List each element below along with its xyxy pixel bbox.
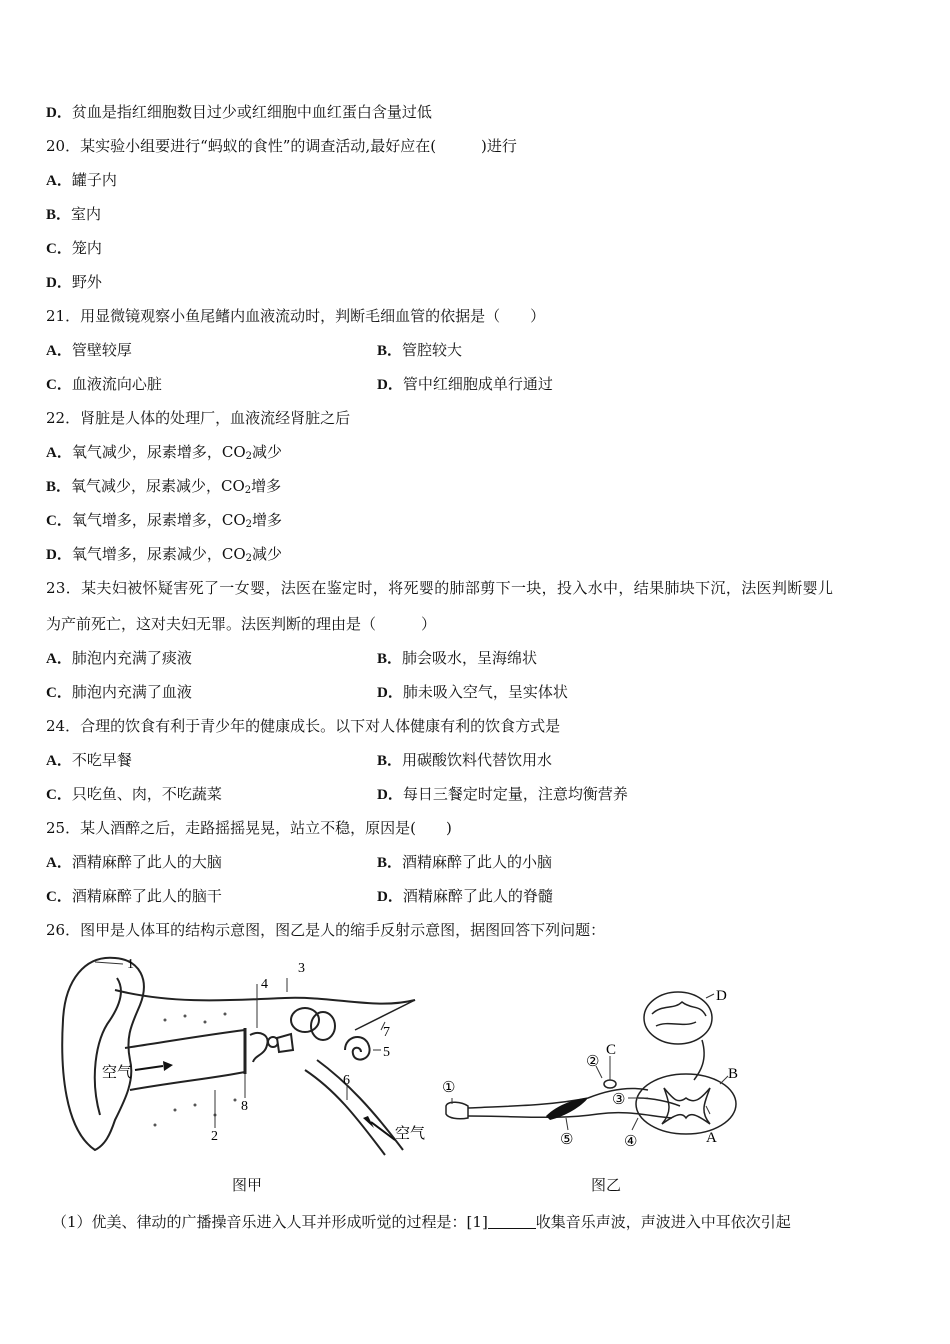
finger <box>446 1102 468 1119</box>
q24-option-a <box>46 750 132 771</box>
option-label: C． <box>46 513 72 529</box>
air-label-tube: 空气 <box>395 1126 425 1142</box>
option-text: 管腔较大 <box>402 341 463 359</box>
option-text: 氧气减少，尿素减少，CO <box>71 477 245 495</box>
option-text: 管壁较厚 <box>71 341 132 359</box>
semicircular-canal-2 <box>311 1012 335 1040</box>
option-label: B． <box>46 479 72 495</box>
ossicles <box>250 1033 268 1062</box>
option-text: 氧气减少，尿素增多，CO <box>71 443 246 461</box>
option-label: C． <box>46 889 72 905</box>
ear-label-3: 3 <box>298 961 305 976</box>
option-text: 氧气增多，尿素增多，CO <box>71 511 246 529</box>
brain-folds <box>652 1002 706 1026</box>
option-text: 不吃早餐 <box>71 751 132 769</box>
option-text: 血液流向心脏 <box>71 375 162 393</box>
q22-option-b <box>46 476 281 501</box>
option-label: D． <box>46 547 72 563</box>
q25-option-b <box>377 852 552 873</box>
option-text: 肺泡内充满了痰液 <box>71 649 192 667</box>
option-text: 酒精麻醉了此人的小脑 <box>402 853 553 871</box>
stapes <box>277 1034 293 1052</box>
ear-label-5: 5 <box>383 1045 390 1060</box>
q22-option-c <box>46 510 282 535</box>
skull-top <box>115 990 415 1004</box>
option-label: D． <box>377 377 403 393</box>
option-text: 贫血是指红细胞数目过少或红细胞中血红蛋白含量过低 <box>71 103 432 121</box>
q25-option-c <box>46 886 222 907</box>
option-tail: 减少 <box>252 545 283 563</box>
q24-stem: 24．合理的饮食有利于青少年的健康成长。以下对人体健康有利的饮食方式是 <box>46 717 561 735</box>
option-label: B． <box>46 207 72 223</box>
option-label: A． <box>46 651 72 667</box>
q25-option-d <box>377 886 553 907</box>
subscript: 2 <box>245 519 252 530</box>
q26-sub1 <box>52 1212 791 1232</box>
q23-option-b <box>377 648 537 669</box>
q21-option-c <box>46 374 162 395</box>
q19-option-d <box>46 102 432 123</box>
grey-matter <box>662 1088 710 1124</box>
figure-jia-caption: 图甲 <box>232 1176 263 1194</box>
q20-option-b <box>46 204 101 225</box>
option-text: 用碳酸饮料代替饮用水 <box>402 751 553 769</box>
reflex-label-b: B <box>728 1066 739 1082</box>
ear-label-8: 8 <box>241 1099 248 1114</box>
option-label: B． <box>377 343 403 359</box>
option-text: 酒精麻醉了此人的脑干 <box>71 887 222 905</box>
q23-option-a <box>46 648 192 669</box>
ear-structure-diagram <box>55 950 425 1175</box>
air-arrow-in <box>135 1066 163 1070</box>
option-text: 笼内 <box>71 239 102 257</box>
q24-option-c <box>46 784 222 805</box>
option-label: C． <box>46 377 72 393</box>
option-text: 管中红细胞成单行通过 <box>402 375 553 393</box>
option-label: A． <box>46 445 72 461</box>
option-label: B． <box>377 651 403 667</box>
ear-label-2: 2 <box>211 1129 218 1144</box>
ear-label-6: 6 <box>343 1073 350 1088</box>
ear-label-4: 4 <box>261 977 268 992</box>
pinna <box>62 958 144 1150</box>
ear-label-7: 7 <box>383 1025 390 1040</box>
option-label: D． <box>46 105 72 121</box>
reflex-label-a: A <box>706 1130 717 1146</box>
ear-label-1: 1 <box>127 957 134 972</box>
pinna-inner <box>95 978 121 1115</box>
option-label: D． <box>377 685 403 701</box>
option-label: C． <box>46 241 72 257</box>
option-label: C． <box>46 787 72 803</box>
option-text: 每日三餐定时定量，注意均衡营养 <box>402 785 628 803</box>
option-text: 酒精麻醉了此人的大脑 <box>71 853 222 871</box>
option-label: D． <box>46 275 72 291</box>
option-text: 肺未吸入空气，呈实体状 <box>402 683 568 701</box>
reflex-arc-diagram <box>438 980 768 1155</box>
option-label: D． <box>377 787 403 803</box>
option-text: 罐子内 <box>71 171 117 189</box>
semicircular-canal-1 <box>291 1008 319 1032</box>
sub1-suffix: 收集音乐声波，声波进入中耳依次引起 <box>535 1213 791 1231</box>
q23-option-d <box>377 682 568 703</box>
option-text: 酒精麻醉了此人的脊髓 <box>402 887 553 905</box>
q20-option-a <box>46 170 117 191</box>
option-text: 室内 <box>71 205 102 223</box>
option-label: A． <box>46 173 72 189</box>
subscript: 2 <box>245 553 252 564</box>
reflex-label-d: D <box>716 988 727 1004</box>
option-label: D． <box>377 889 403 905</box>
option-text: 氧气增多，尿素减少，CO <box>71 545 246 563</box>
q21-stem: 21．用显微镜观察小鱼尾鳍内血液流动时，判断毛细血管的依据是（ ） <box>46 307 546 325</box>
option-label: B． <box>377 855 403 871</box>
sub1-prefix: （1）优美、律动的广播操音乐进入人耳并形成听觉的过程是：[1] <box>52 1213 488 1231</box>
reflex-label-c: C <box>606 1042 617 1058</box>
reflex-label-3: ③ <box>612 1092 626 1108</box>
air-label-in: 空气 <box>102 1065 133 1081</box>
ear-canal-upper <box>125 1030 245 1048</box>
cochlea <box>345 1037 370 1060</box>
option-tail: 减少 <box>252 443 283 461</box>
ear-canal-lower <box>130 1072 245 1090</box>
option-text: 肺泡内充满了血液 <box>71 683 192 701</box>
subscript: 2 <box>244 485 252 496</box>
ganglion-c <box>604 1080 616 1088</box>
q22-option-d <box>46 544 282 569</box>
q23-stem-line2: 为产前死亡，这对夫妇无罪。法医判断的理由是（ ） <box>46 615 437 633</box>
option-text: 只吃鱼、肉，不吃蔬菜 <box>71 785 222 803</box>
option-label: A． <box>46 855 72 871</box>
q26-stem: 26．图甲是人体耳的结构示意图，图乙是人的缩手反射示意图，据图回答下列问题： <box>46 921 606 939</box>
option-text: 肺会吸水，呈海绵状 <box>402 649 538 667</box>
reflex-label-4: ④ <box>624 1134 638 1150</box>
figure-yi-caption: 图乙 <box>591 1176 622 1194</box>
q20-stem: 20．某实验小组要进行“蚂蚁的食性”的调查活动,最好应在( )进行 <box>46 137 517 155</box>
brain <box>644 992 712 1044</box>
option-tail: 增多 <box>251 477 282 495</box>
q24-option-d <box>377 784 628 805</box>
q21-option-d <box>377 374 553 395</box>
q25-option-a <box>46 852 222 873</box>
answer-blank <box>488 1214 536 1229</box>
q20-option-d <box>46 272 102 293</box>
q24-option-b <box>377 750 552 771</box>
q22-option-a <box>46 442 282 467</box>
q25-stem: 25．某人酒醉之后，走路摇摇晃晃，站立不稳，原因是( ) <box>46 819 452 837</box>
q20-option-c <box>46 238 102 259</box>
q21-option-b <box>377 340 462 361</box>
option-label: A． <box>46 343 72 359</box>
q23-stem-line1: 23．某夫妇被怀疑害死了一女婴，法医在鉴定时，将死婴的肺部剪下一块，投入水中，结果肺块下沉，法医判断婴儿 <box>46 579 834 597</box>
air-arrow-in-head <box>163 1061 173 1071</box>
option-label: A． <box>46 753 72 769</box>
reflex-label-2: ② <box>586 1054 600 1070</box>
q23-option-c <box>46 682 192 703</box>
reflex-label-1: ① <box>442 1080 456 1096</box>
option-tail: 增多 <box>252 511 283 529</box>
option-text: 野外 <box>71 273 102 291</box>
subscript: 2 <box>245 451 252 462</box>
option-label: B． <box>377 753 403 769</box>
q22-stem: 22．肾脏是人体的处理厂，血液流经肾脏之后 <box>46 409 351 427</box>
reflex-label-5: ⑤ <box>560 1132 574 1148</box>
q21-option-a <box>46 340 132 361</box>
option-label: C． <box>46 685 72 701</box>
